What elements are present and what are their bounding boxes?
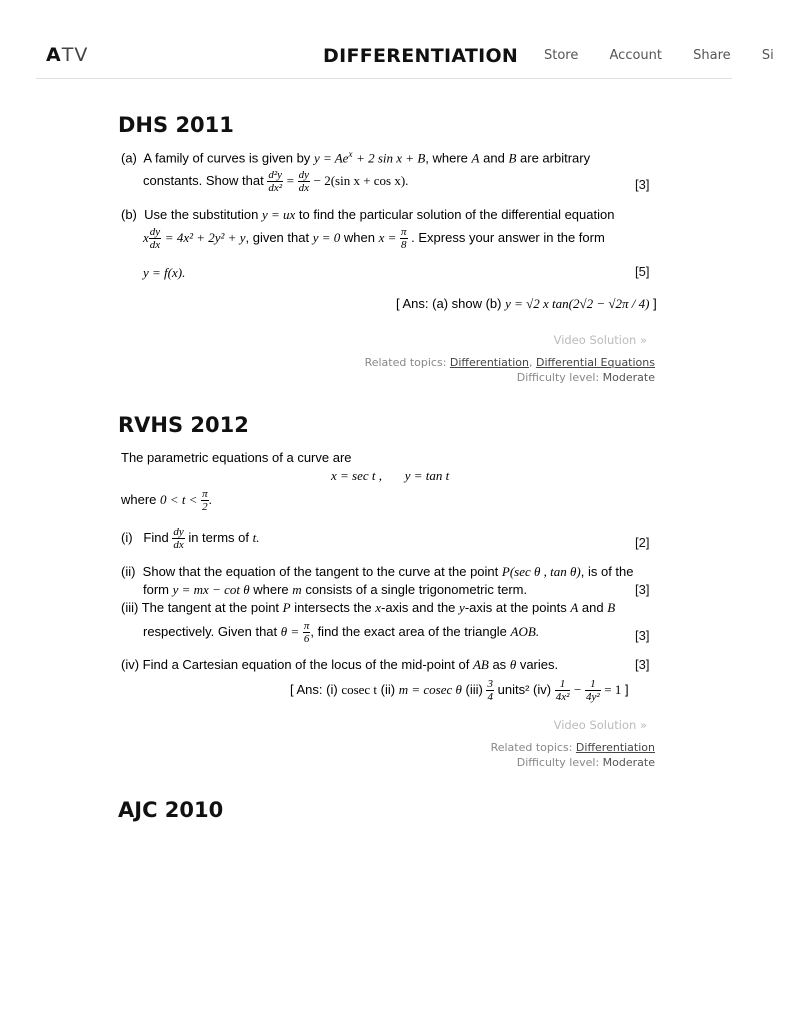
dhs-difficulty: Difficulty level: Moderate bbox=[516, 371, 655, 384]
problem-title-dhs-2011: DHS 2011 bbox=[118, 113, 234, 137]
rvhs-part-iii-mark: [3] bbox=[635, 628, 650, 643]
topic-link-differentiation[interactable]: Differentiation bbox=[575, 741, 655, 754]
dhs-video-solution-link[interactable]: Video Solution » bbox=[553, 333, 647, 347]
nav-store[interactable]: Store bbox=[544, 48, 579, 63]
rvhs-part-ii-line1: (ii) Show that the equation of the tangent to the curve at the point P(sec θ , tan θ), is of the bbox=[121, 564, 634, 579]
rvhs-part-ii-line2: form y = mx − cot θ where m consists of a single trigonometric term. bbox=[143, 582, 528, 597]
rvhs-part-iii-line2: respectively. Given that θ = $\frac{\pi}{6}$ , find the exact area of the triangle AOB. bbox=[143, 620, 540, 645]
rvhs-parametric-equations: x = sec t , y = tan t bbox=[331, 468, 450, 483]
rvhs-part-i: (i) Find $\frac{dy}{dx}$ in terms of t. bbox=[121, 526, 260, 551]
rvhs-intro: The parametric equations of a curve are bbox=[121, 450, 352, 465]
dhs-answer: [ Ans: (a) show (b) y = √2 x tan(2√2 − √2π / 4) ] bbox=[396, 296, 657, 311]
rvhs-where: where 0 < t < $\frac{\pi}{2}$ . bbox=[121, 488, 212, 513]
dhs-part-b-mark: [5] bbox=[635, 264, 650, 279]
dhs-part-b-line1: (b) Use the substitution y = ux to find the particular solution of the differential equation bbox=[121, 207, 615, 222]
site-logo[interactable] bbox=[46, 44, 88, 66]
dhs-related-topics: Related topics: Differentiation, Differential Equations bbox=[364, 356, 655, 369]
rvhs-related-topics: Related topics: Differentiation bbox=[490, 741, 655, 754]
rvhs-part-i-mark: [2] bbox=[635, 535, 650, 550]
dhs-part-b-line3: y = f(x). bbox=[143, 265, 186, 280]
rvhs-part-iii-line1: (iii) The tangent at the point P intersects the x-axis and the y-axis at the points A and B bbox=[121, 600, 616, 615]
topic-link-differential-equations[interactable]: Differential Equations bbox=[535, 356, 655, 369]
nav-account[interactable]: Account bbox=[609, 48, 663, 63]
rvhs-answer: [ Ans: (i) cosec t (ii) m = cosec θ (iii) $\frac{3}{4}$ units² (iv) $\frac{1}{\text{4x²}}$ − $\frac{1}{\text{4y²}}$ = 1 ] bbox=[290, 678, 629, 703]
dhs-part-a-line1: (a) A family of curves is given by $y = Ae^x + 2$ sin x + B, where A and B are arbitrary bbox=[121, 149, 591, 166]
nav-signin[interactable]: Si bbox=[761, 48, 774, 63]
logo-light: TV bbox=[61, 44, 89, 66]
rvhs-video-solution-link[interactable]: Video Solution » bbox=[553, 718, 647, 732]
page-title: DIFFERENTIATION bbox=[323, 45, 519, 67]
dhs-part-a-mark: [3] bbox=[635, 177, 650, 192]
nav-share[interactable]: Share bbox=[693, 48, 731, 63]
rvhs-part-ii-mark: [3] bbox=[635, 582, 650, 597]
problem-title-rvhs-2012: RVHS 2012 bbox=[118, 413, 249, 437]
logo-bold: A bbox=[46, 44, 62, 66]
top-nav bbox=[544, 48, 801, 63]
rvhs-part-iv-mark: [3] bbox=[635, 657, 650, 672]
dhs-part-a-line2: constants. Show that $\frac{\text{d²y}}{\text{dx²}}$ = $\frac{dy}{dx}$ − 2(sin x + cos x). bbox=[143, 169, 409, 194]
top-header bbox=[36, 0, 774, 79]
rvhs-difficulty: Difficulty level: Moderate bbox=[516, 756, 655, 769]
problem-title-ajc-2010: AJC 2010 bbox=[118, 798, 224, 822]
topic-link-differentiation[interactable]: Differentiation bbox=[449, 356, 529, 369]
rvhs-part-iv: (iv) Find a Cartesian equation of the locus of the mid-point of AB as θ varies. bbox=[121, 657, 559, 672]
dhs-part-b-line2: x $\frac{dy}{dx}$ = 4x² + 2y² + y, given that y = 0 when x = $\frac{\pi}{8}$ . Express your answer in the form bbox=[143, 226, 605, 251]
